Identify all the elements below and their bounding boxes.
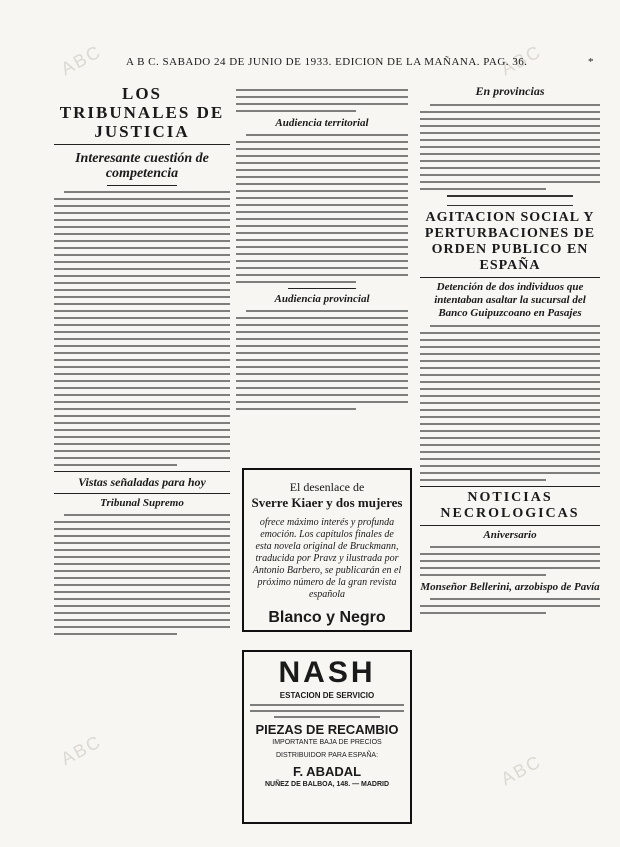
page-header <box>40 56 600 72</box>
ad-address: NUÑEZ DE BALBOA, 148. — MADRID <box>264 781 390 788</box>
ad-text: ofrece máximo interés y profunda emoción. Los capítulos finales de esta novela original de Bruckmann, traducida por Pravz y ilustrada por Antonio Barbero, se publicarán en el próximo número de la gran revista española <box>252 517 402 600</box>
subhead: Vistas señaladas para hoy <box>78 475 206 489</box>
section-heading: Audiencia territorial <box>275 117 369 129</box>
section-title: LOS TRIBUNALES DE JUSTICIA <box>59 84 225 141</box>
advertisement-nash <box>242 650 412 824</box>
ad-sub: ESTACION DE SERVICIO <box>279 691 375 700</box>
court-heading: Tribunal Supremo <box>100 497 184 509</box>
listings-continued <box>236 89 408 112</box>
page-title: A B C. SABADO 24 DE JUNIO DE 1933. EDICION DE LA MAÑANA. PAG. 36. <box>126 56 528 68</box>
column-2 <box>236 84 408 415</box>
headline: Detención de dos individuos que intentaban asaltar la sucursal del Banco Guipuzcoano en Pasajes <box>434 281 586 319</box>
listings <box>54 514 230 635</box>
watermark: ABC <box>497 751 545 789</box>
header-mark: * <box>588 56 594 68</box>
headline: Interesante cuestión de competencia <box>75 151 209 181</box>
article-body <box>54 191 230 466</box>
ornament <box>447 195 573 206</box>
watermark: ABC <box>57 41 105 79</box>
ad-brand: Blanco y Negro <box>268 609 386 626</box>
ad-parts-sub: IMPORTANTE BAJA DE PRECIOS <box>272 739 382 746</box>
watermark: ABC <box>57 731 105 769</box>
ad-brand: NASH <box>278 656 376 689</box>
advertisement-blanco-y-negro <box>242 468 412 632</box>
section-title: AGITACION SOCIAL Y PERTURBACIONES DE ORDEN PUBLICO EN ESPAÑA <box>424 210 596 273</box>
ad-dealer-label: DISTRIBUIDOR PARA ESPAÑA: <box>275 752 379 759</box>
ad-dealer: F. ABADAL <box>292 764 362 779</box>
watermark: ABC <box>497 41 545 79</box>
subhead: Aniversario <box>483 529 537 541</box>
column-3 <box>420 84 600 619</box>
ad-parts: PIEZAS DE RECAMBIO <box>255 722 399 737</box>
ad-line: El desenlace de <box>289 480 365 494</box>
ad-headline: Sverre Kiaer y dos mujeres <box>251 495 403 510</box>
column-1 <box>54 84 230 640</box>
section-heading: Audiencia provincial <box>274 293 370 305</box>
subhead: Monseñor Bellerini, arzobispo de Pavía <box>420 581 600 593</box>
section-heading: En provincias <box>475 84 545 98</box>
section-title: NOTICIAS NECROLOGICAS <box>440 490 580 521</box>
